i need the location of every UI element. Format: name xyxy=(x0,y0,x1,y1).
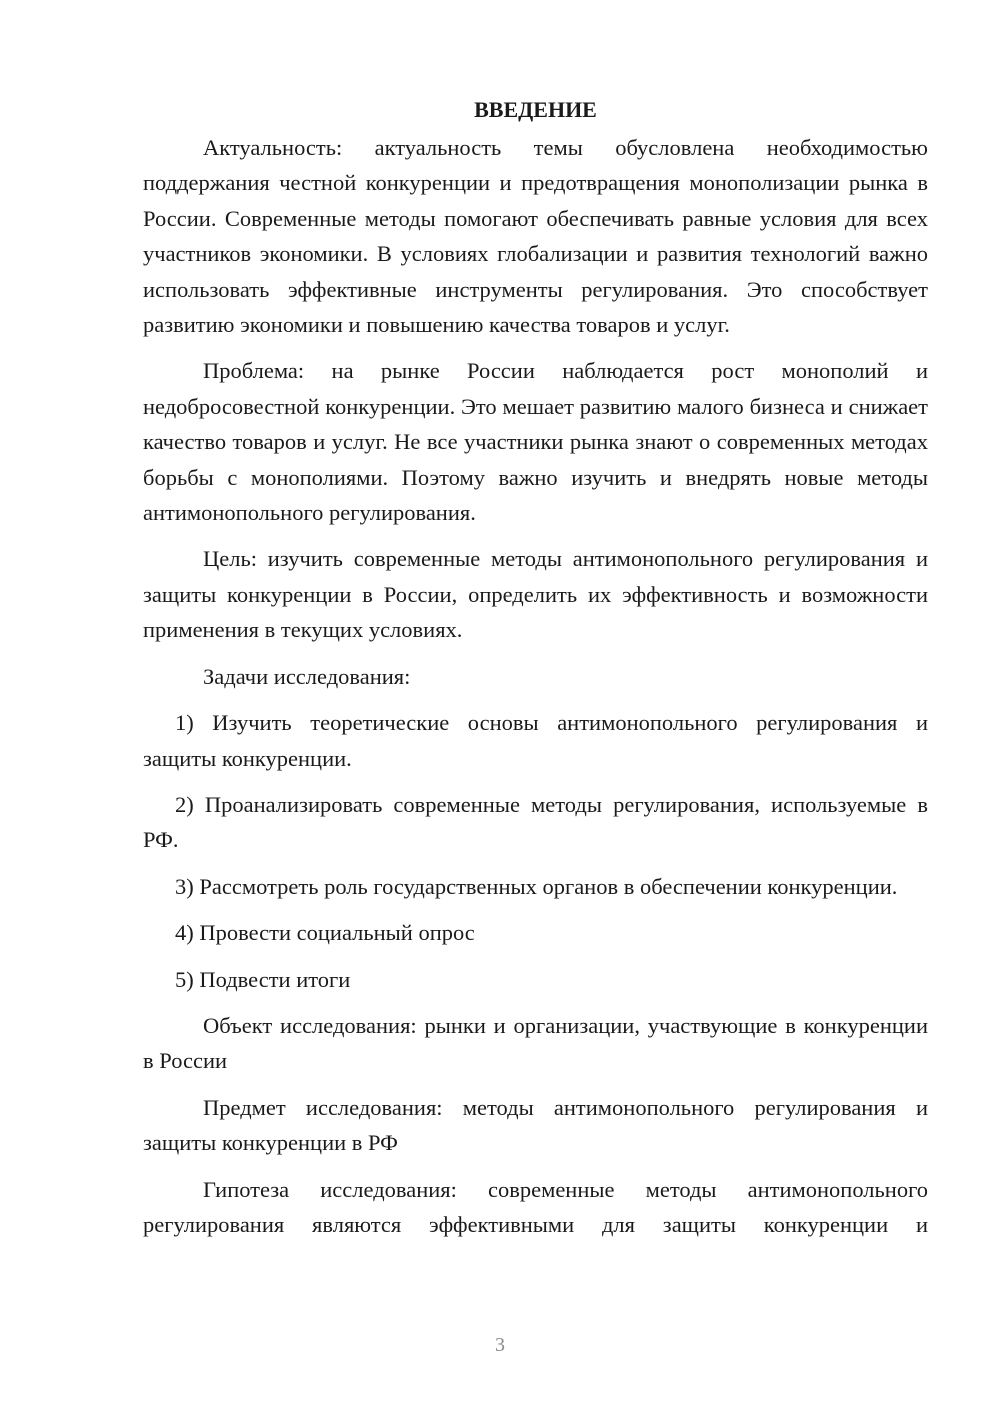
paragraph-relevance: Актуальность: актуальность темы обусловлена необходимостью поддержания честной конкуренции и предотвращения монополизации рынка в России. Современные методы помогают обеспечивать равные условия для всех участников экономики. В условиях глобализации и развития технологий важно использовать эффективные инструменты регулирования. Это способствует развитию экономики и повышению качества товаров и услуг. xyxy=(143,135,928,338)
task-item: 1) Изучить теоретические основы антимонопольного регулирования и защиты конкуренции. xyxy=(143,710,928,771)
paragraph-object: Объект исследования: рынки и организации, участвующие в конкуренции в России xyxy=(143,1012,928,1074)
paragraph-subject: Предмет исследования: методы антимонопольного регулирования и защиты конкуренции в РФ xyxy=(143,1094,928,1156)
page-number: 3 xyxy=(495,1334,505,1356)
task-item: 3) Рассмотреть роль государственных органов в обеспечении конкуренции. xyxy=(175,873,898,899)
paragraph-goal: Цель: изучить современные методы антимонопольного регулирования и защиты конкуренции в России, определить их эффективность и возможности применения в текущих условиях. xyxy=(143,546,928,643)
section-heading: ВВЕДЕНИЕ xyxy=(474,97,597,122)
task-item: 2) Проанализировать современные методы регулирования, используемые в РФ. xyxy=(143,791,928,853)
paragraph-hypothesis: Гипотеза исследования: современные методы антимонопольного регулирования являются эффективными для защиты конкуренции и xyxy=(143,1176,928,1237)
task-item: 5) Подвести итоги xyxy=(175,966,351,992)
paragraph-problem: Проблема: на рынке России наблюдается рост монополий и недобросовестной конкуренции. Это мешает развитию малого бизнеса и снижает качество товаров и услуг. Не все участники рынка знают о современных методах борьбы с монополиями. Поэтому важно изучить и внедрять новые методы антимонопольного регулирования. xyxy=(143,358,928,526)
page-content xyxy=(143,94,928,1253)
tasks-heading: Задачи исследования: xyxy=(203,663,411,689)
task-item: 4) Провести социальный опрос xyxy=(175,920,475,946)
